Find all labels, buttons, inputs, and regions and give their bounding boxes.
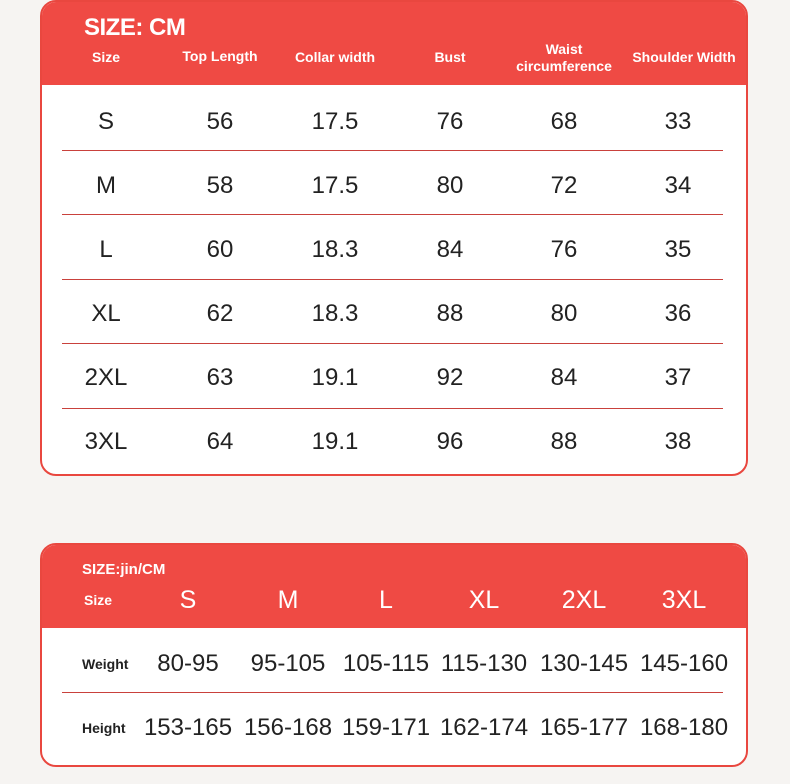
measurement-cell: 33 bbox=[664, 108, 692, 135]
range-cell: 105-115 bbox=[342, 650, 430, 677]
range-cell: 153-165 bbox=[143, 714, 233, 741]
measurement-cell: 80 bbox=[436, 172, 464, 199]
measurement-cell: 35 bbox=[664, 236, 692, 263]
measurement-cell: 34 bbox=[664, 172, 692, 199]
measurement-cell: 64 bbox=[206, 428, 234, 455]
range-cell: 168-180 bbox=[639, 714, 729, 741]
measurement-cell: 18.3 bbox=[311, 300, 359, 327]
weight-chart-title: SIZE:jin/CM bbox=[82, 561, 166, 578]
size-header-cell: S bbox=[179, 586, 197, 614]
range-cell: 165-177 bbox=[539, 714, 629, 741]
waist-line1: Waist bbox=[545, 41, 583, 57]
measurement-cell: 76 bbox=[436, 108, 464, 135]
size-cell: 3XL bbox=[84, 428, 128, 455]
waist-line2: circumference bbox=[516, 58, 612, 74]
range-cell: 145-160 bbox=[639, 650, 729, 677]
measurement-cell: 17.5 bbox=[311, 172, 359, 199]
measurement-cell: 80 bbox=[550, 300, 578, 327]
size-cell: S bbox=[97, 108, 115, 135]
col-header-shoulder-width: Shoulder Width bbox=[632, 49, 736, 65]
measurement-cell: 84 bbox=[550, 364, 578, 391]
size-cell: M bbox=[96, 172, 116, 199]
range-cell: 115-130 bbox=[440, 650, 528, 677]
range-cell: 95-105 bbox=[250, 650, 326, 677]
size-header-cell: 3XL bbox=[661, 586, 707, 614]
measurement-cell: 62 bbox=[206, 300, 234, 327]
measurement-cell: 56 bbox=[206, 108, 234, 135]
range-cell: 80-95 bbox=[157, 650, 219, 677]
size-cell: 2XL bbox=[84, 364, 128, 391]
measurement-cell: 88 bbox=[550, 428, 578, 455]
measurement-cell: 58 bbox=[206, 172, 234, 199]
row-divider bbox=[62, 279, 723, 280]
measurement-cell: 38 bbox=[664, 428, 692, 455]
range-cell: 159-171 bbox=[341, 714, 431, 741]
measurement-cell: 96 bbox=[436, 428, 464, 455]
size-chart-header bbox=[42, 2, 746, 85]
size-chart-title: SIZE: CM bbox=[84, 14, 186, 41]
row-label: Height bbox=[82, 720, 126, 736]
col-header-top-length: Top Length bbox=[182, 48, 258, 64]
size-chart-cm bbox=[40, 0, 748, 476]
row-divider bbox=[62, 343, 723, 344]
measurement-cell: 76 bbox=[550, 236, 578, 263]
range-cell: 162-174 bbox=[439, 714, 529, 741]
range-cell: 130-145 bbox=[539, 650, 629, 677]
col-header-collar-width: Collar width bbox=[294, 49, 376, 65]
range-cell: 156-168 bbox=[243, 714, 333, 741]
row-divider bbox=[62, 214, 723, 215]
weight-chart-header bbox=[42, 545, 746, 628]
size-header-cell: XL bbox=[468, 586, 500, 614]
row-divider bbox=[62, 408, 723, 409]
size-cell: XL bbox=[91, 300, 121, 327]
row-divider bbox=[62, 692, 723, 693]
size-header-cell: 2XL bbox=[561, 586, 607, 614]
col-header-size: Size bbox=[91, 49, 121, 65]
size-header-cell: M bbox=[277, 586, 299, 614]
measurement-cell: 18.3 bbox=[311, 236, 359, 263]
measurement-cell: 92 bbox=[436, 364, 464, 391]
row-label: Weight bbox=[82, 656, 129, 672]
measurement-cell: 19.1 bbox=[311, 364, 359, 391]
measurement-cell: 63 bbox=[206, 364, 234, 391]
col-header-waist bbox=[516, 41, 612, 75]
measurement-cell: 19.1 bbox=[311, 428, 359, 455]
row-divider bbox=[62, 150, 723, 151]
measurement-cell: 72 bbox=[550, 172, 578, 199]
measurement-cell: 84 bbox=[436, 236, 464, 263]
measurement-cell: 36 bbox=[664, 300, 692, 327]
weight-chart-size-label: Size bbox=[83, 592, 113, 608]
size-chart-weight-height bbox=[40, 543, 748, 767]
measurement-cell: 68 bbox=[550, 108, 578, 135]
measurement-cell: 17.5 bbox=[311, 108, 359, 135]
col-header-bust: Bust bbox=[434, 49, 466, 65]
size-header-cell: L bbox=[379, 586, 393, 614]
measurement-cell: 37 bbox=[664, 364, 692, 391]
measurement-cell: 88 bbox=[436, 300, 464, 327]
measurement-cell: 60 bbox=[206, 236, 234, 263]
size-cell: L bbox=[99, 236, 113, 263]
